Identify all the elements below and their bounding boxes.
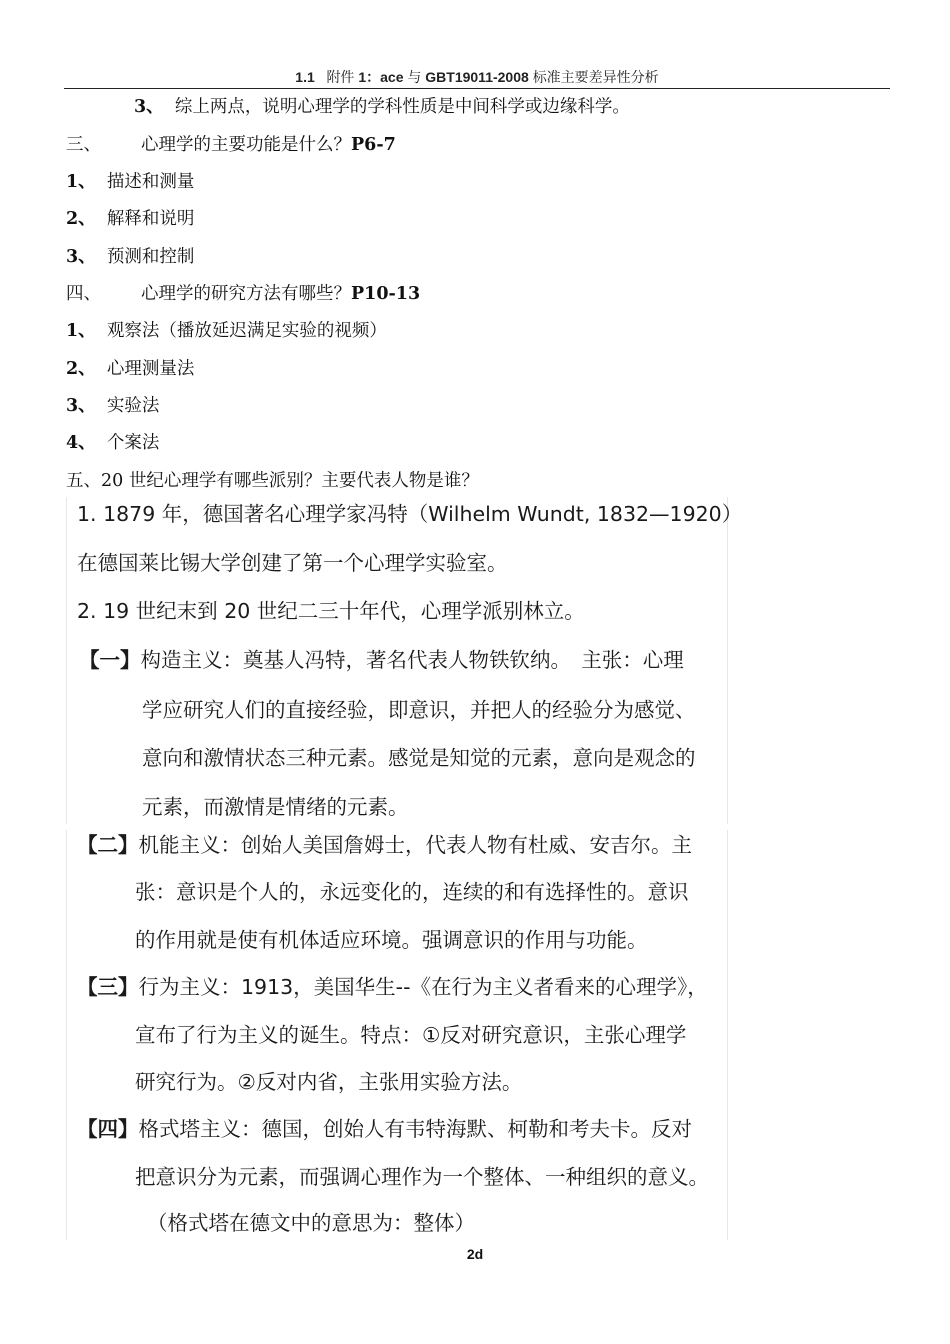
panel-line-text: 机能主义：创始人美国詹姆士，代表人物有杜威、安吉尔。主 [138,833,692,857]
header-attachment-number: 1 [358,69,367,85]
section-bracket: 【四】 [77,1117,139,1141]
page-reference: P10-13 [351,284,421,304]
panel-line: 研究行为。②反对内省，主张用实验方法。 [135,1070,523,1094]
header-title-tail: 标准主要差异性分析 [532,69,659,85]
header-prefix: 附件 [326,69,355,85]
list-item-text: 心理测量法 [106,359,195,379]
section-number: 三、 [66,135,101,155]
question-text: 心理学的研究方法有哪些？ [141,284,351,304]
list-item-text: 个案法 [106,433,160,453]
panel-line: 在德国莱比锡大学创建了第一个心理学实验室。 [77,551,508,575]
header-standard-code: GBT19011-2008 [425,69,529,85]
panel-line: （格式塔在德文中的意思为：整体） [147,1211,475,1235]
panel-line-text: 行为主义：1913，美国华生--《在行为主义者看来的心理学》， [138,975,708,999]
section-bracket: 【一】 [79,648,141,672]
page-header [64,66,890,89]
question-text: 心理学的主要功能是什么？ [141,135,351,155]
list-number: 3、 [134,97,164,117]
list-item-text: 解释和说明 [106,209,195,229]
question-heading-four [66,282,420,306]
panel-line [79,645,684,675]
panel-line-text: 格式塔主义：德国，创始人有韦特海默、柯勒和考夫卡。反对 [138,1117,692,1141]
list-number: 3、 [66,396,96,416]
list-number: 3、 [66,247,96,267]
list-item [66,431,159,455]
embedded-text-image-one [66,497,743,824]
question-heading-five [66,469,479,493]
panel-line: 宣布了行为主义的诞生。特点：①反对研究意识，主张心理学 [135,1023,687,1047]
line-text: 综上两点，说明心理学的学科性质是中间科学或边缘科学。 [174,97,630,117]
list-number: 2、 [66,209,96,229]
panel-line: 意向和激情状态三种元素。感觉是知觉的元素，意向是观念的 [142,746,696,770]
embedded-text-image-two [66,830,728,1240]
list-item [66,207,194,231]
panel-line: 1. 1879 年，德国著名心理学家冯特（Wilhelm Wundt, 1832—1920） [77,502,743,526]
panel-line: 的作用就是使有机体适应环境。强调意识的作用与功能。 [135,928,648,952]
section-number: 四、 [66,284,101,304]
line-conclusion [134,95,630,119]
section-bracket: 【二】 [77,833,139,857]
list-item-text: 描述和测量 [106,172,195,192]
header-connector: 与 [407,69,422,85]
list-number: 2、 [66,359,96,379]
panel-line: 学应研究人们的直接经验，即意识，并把人的经验分为感觉、 [142,698,696,722]
panel-line: 元素，而激情是情绪的元素。 [142,795,409,819]
panel-line: 把意识分为元素，而强调心理作为一个整体、一种组织的意义。 [135,1165,709,1189]
list-item-text: 实验法 [106,396,160,416]
question-text: 20 世纪心理学有哪些派别？主要代表人物是谁？ [101,471,479,491]
section-number: 五、 [66,471,101,491]
section-bracket: 【三】 [77,975,139,999]
question-heading-three [66,133,396,157]
list-item-text: 观察法（播放延迟满足实验的视频） [106,321,387,341]
panel-line [77,972,708,1002]
panel-line [77,1114,692,1144]
list-item [66,319,387,343]
header-colon: ： [366,69,381,85]
panel-line: 2. 19 世纪末到 20 世纪二三十年代，心理学派别林立。 [77,599,585,623]
page-number: 2d [466,1246,484,1262]
header-section-number: 1.1 [295,69,315,85]
list-number: 4、 [66,433,96,453]
page-reference: P6-7 [351,135,396,155]
list-item [66,170,194,194]
list-item [66,394,159,418]
list-number: 1、 [66,172,96,192]
list-number: 1、 [66,321,96,341]
panel-line-text: 构造主义：奠基人冯特，著名代表人物铁钦纳。 主张：心理 [140,648,684,672]
list-item [66,245,194,269]
panel-line: 张：意识是个人的，永远变化的，连续的和有选择性的。意识 [135,880,689,904]
panel-line [77,830,692,860]
header-ace: ace [380,69,404,85]
list-item-text: 预测和控制 [106,247,195,267]
list-item [66,357,194,381]
